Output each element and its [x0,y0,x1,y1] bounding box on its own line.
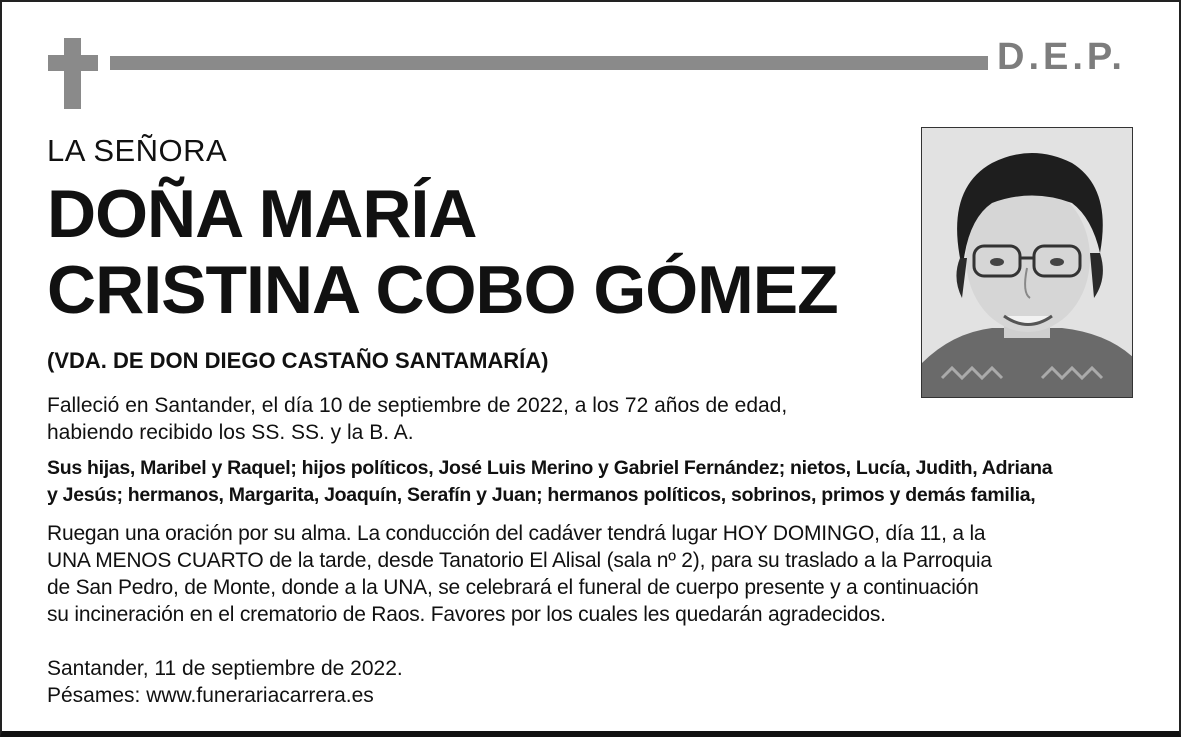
widow-of-line: (VDA. DE DON DIEGO CASTAÑO SANTAMARÍA) [47,348,549,373]
portrait-image [922,128,1133,398]
name-line-2: CRISTINA COBO GÓMEZ [47,252,838,328]
request-line: Ruegan una oración por su alma. La conducción del cadáver tendrá lugar HOY DOMINGO, día 11, a la [47,522,986,545]
family-line: y Jesús; hermanos, Margarita, Joaquín, Serafín y Juan; hermanos políticos, sobrinos, primos y demás familia, [47,484,1036,506]
deceased-name [47,176,838,328]
family-line: Sus hijas, Maribel y Raquel; hijos políticos, José Luis Merino y Gabriel Fernández; nietos, Lucía, Judith, Adriana [47,457,1053,479]
footer-block [47,655,403,709]
header-rule [110,56,988,70]
condolences-link[interactable]: Pésames: www.funerariacarrera.es [47,684,374,707]
request-line: de San Pedro, de Monte, donde a la UNA, se celebrará el funeral de cuerpo presente y a continuación [47,576,979,599]
request-line: UNA MENOS CUARTO de la tarde, desde Tanatorio El Alisal (sala nº 2), para su traslado a la Parroquia [47,549,992,572]
family-paragraph [47,455,1147,509]
honorific-title: LA SEÑORA [47,133,228,168]
request-line: su incineración en el crematorio de Raos. Favores por los cuales les quedarán agradecidos. [47,603,886,626]
portrait-photo [921,127,1133,398]
dep-label: D.E.P. [997,36,1126,78]
name-line-1: DOÑA MARÍA [47,176,477,252]
death-notice-line: habiendo recibido los SS. SS. y la B. A. [47,421,414,444]
place-date: Santander, 11 de septiembre de 2022. [47,657,403,680]
request-paragraph [47,520,1107,628]
cross-icon [64,38,81,109]
death-notice-line: Falleció en Santander, el día 10 de septiembre de 2022, a los 72 años de edad, [47,394,788,417]
death-notice-paragraph [47,392,897,446]
cross-icon-bar [48,55,98,71]
